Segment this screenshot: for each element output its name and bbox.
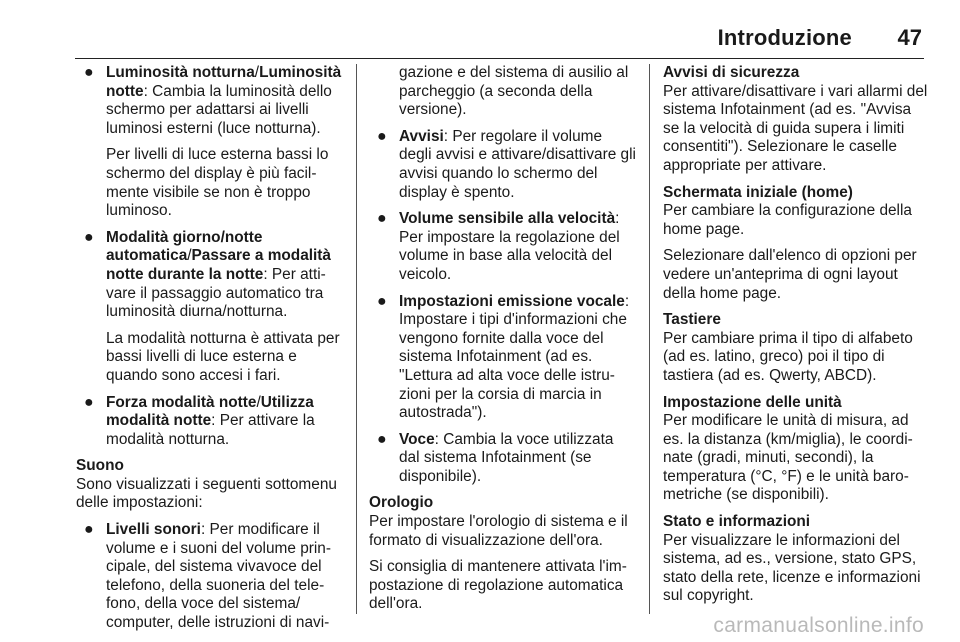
section-tastiere (663, 311, 929, 385)
term: Impostazioni emissione vocale (399, 292, 625, 310)
list-item (76, 521, 348, 633)
term: Livelli sonori (106, 521, 201, 539)
term: Avvisi (399, 127, 444, 145)
section-heading: Impostazione delle unità (663, 393, 842, 411)
watermark: carmanualsonline.info (713, 614, 924, 637)
list-item (369, 293, 636, 423)
list-item (76, 64, 348, 221)
section-orologio (369, 494, 636, 614)
section-heading: Suono (76, 457, 124, 475)
section-avvisi-sicurezza (663, 64, 929, 176)
column-1 (76, 64, 348, 641)
term: Modalità giorno/notte automatica (106, 228, 263, 265)
list-item (369, 431, 636, 487)
bullet-icon: ● (377, 430, 387, 448)
separator: / (256, 393, 261, 411)
column-2 (369, 64, 636, 622)
section-text: Sono visualizzati i seguenti sottomenu delle impostazioni: (76, 475, 337, 512)
paragraph: Selezionare dall'elenco di opzioni per vedere un'anteprima di ogni layout della home page. (663, 247, 917, 302)
term: Passare a modalità notte durante la notte (106, 247, 331, 283)
term: Luminosità notte (106, 64, 342, 100)
bullet-icon: ● (377, 292, 387, 310)
term: Utilizza modalità notte (106, 393, 314, 430)
bullet-icon: ● (377, 127, 387, 145)
section-text: Per attivare/disattivare i vari allarmi del sistema Infotainment (ad es. "Avvisa se la velocità di guida supera i limiti consentiti"). Selezionare le caselle appropriate per attivare. (663, 82, 928, 174)
page-title: Introduzione (717, 25, 852, 50)
section-stato-informazioni (663, 513, 929, 606)
section-text: Per modificare le unità di misura, ad es. la distanza (km/miglia), le coordinate (gradi, minuti, secondi), la temperatura (°C, °F) e le unità barometriche (se disponibili). (663, 412, 913, 504)
list-item (76, 394, 348, 450)
item-text: : Per impostare la regolazione del volume in base alla velocità del veicolo. (399, 210, 620, 283)
list-item-continuation (369, 64, 636, 120)
list-item (76, 229, 348, 386)
item-text: : Cambia la luminosità dello schermo per adattarsi ai livelli luminosi esterni (luce notturna). (106, 82, 332, 137)
bullet-icon: ● (84, 228, 94, 246)
item-text: : Per modificare il volume e i suoni del volume principale, del sistema vivavoce del telefono, della suoneria del telefono, della voce del sistema/ computer, delle istruzioni di navi- (106, 521, 331, 632)
section-heading: Avvisi di sicurezza (663, 64, 800, 81)
item-text: : Cambia la voce utilizzata dal sistema Infotainment (se disponibile). (399, 430, 614, 485)
section-schermata-iniziale (663, 184, 929, 304)
section-heading: Stato e informazioni (663, 513, 811, 531)
item-text: : Per regolare il volume degli avvisi e attivare/disattivare gli avvisi quando lo schermo del display è spento. (399, 127, 636, 201)
page-number: 47 (897, 25, 922, 50)
section-text: Per cambiare la configurazione della home page. (663, 202, 912, 238)
paragraph: Si consiglia di mantenere attivata l'impostazione di regolazione automatica dell'ora. (369, 558, 627, 613)
continuation-text: gazione e del sistema di ausilio al parcheggio (a seconda della versione). (399, 64, 629, 119)
separator: / (187, 247, 192, 265)
column-divider-1 (356, 64, 357, 614)
list-item (369, 128, 636, 202)
section-text: Per cambiare prima il tipo di alfabeto (ad es. latino, greco) poi il tipo di tastiera (ad es. Qwerty, ABCD). (663, 329, 913, 384)
separator: / (254, 64, 260, 81)
term: Voce (399, 430, 435, 448)
section-unita (663, 394, 929, 506)
page-header (75, 22, 924, 59)
section-text: Per impostare l'orologio di sistema e il formato di visualizzazione dell'ora. (369, 513, 628, 549)
term: Volume sensibile alla velocità (399, 210, 616, 228)
section-heading: Schermata iniziale (home) (663, 183, 853, 201)
bullet-icon: ● (84, 64, 94, 81)
section-heading: Tastiere (663, 311, 721, 329)
column-3 (663, 64, 929, 614)
item-text: : Impostare i tipi d'informazioni che vengono fornite dalla voce del sistema Infotainment (ad es. "Lettura ad alta voce delle istruzioni per la corsia di marcia in autostrada"). (399, 292, 630, 422)
section-text: Per visualizzare le informazioni del sistema, ad es., versione, stato GPS, stato della rete, licenze e informazioni sul copyright. (663, 531, 921, 605)
paragraph: La modalità notturna è attivata per bassi livelli di luce esterna e quando sono accesi i fari. (106, 329, 340, 384)
list-item (369, 210, 636, 284)
bullet-icon: ● (377, 210, 387, 228)
term: Luminosità notturna (106, 64, 255, 81)
column-divider-2 (649, 64, 650, 614)
bullet-icon: ● (84, 521, 94, 539)
section-suono (76, 457, 348, 513)
item-text: : Per attivare il passaggio automatico tra luminosità diurna/notturna. (106, 265, 326, 321)
section-heading: Orologio (369, 494, 434, 512)
bullet-icon: ● (84, 393, 94, 411)
paragraph: Per livelli di luce esterna bassi lo schermo del display è più facilmente visibile se non è troppo luminoso. (106, 146, 329, 220)
term: Forza modalità notte (106, 393, 257, 411)
item-text: : Per attivare la modalità notturna. (106, 412, 315, 448)
